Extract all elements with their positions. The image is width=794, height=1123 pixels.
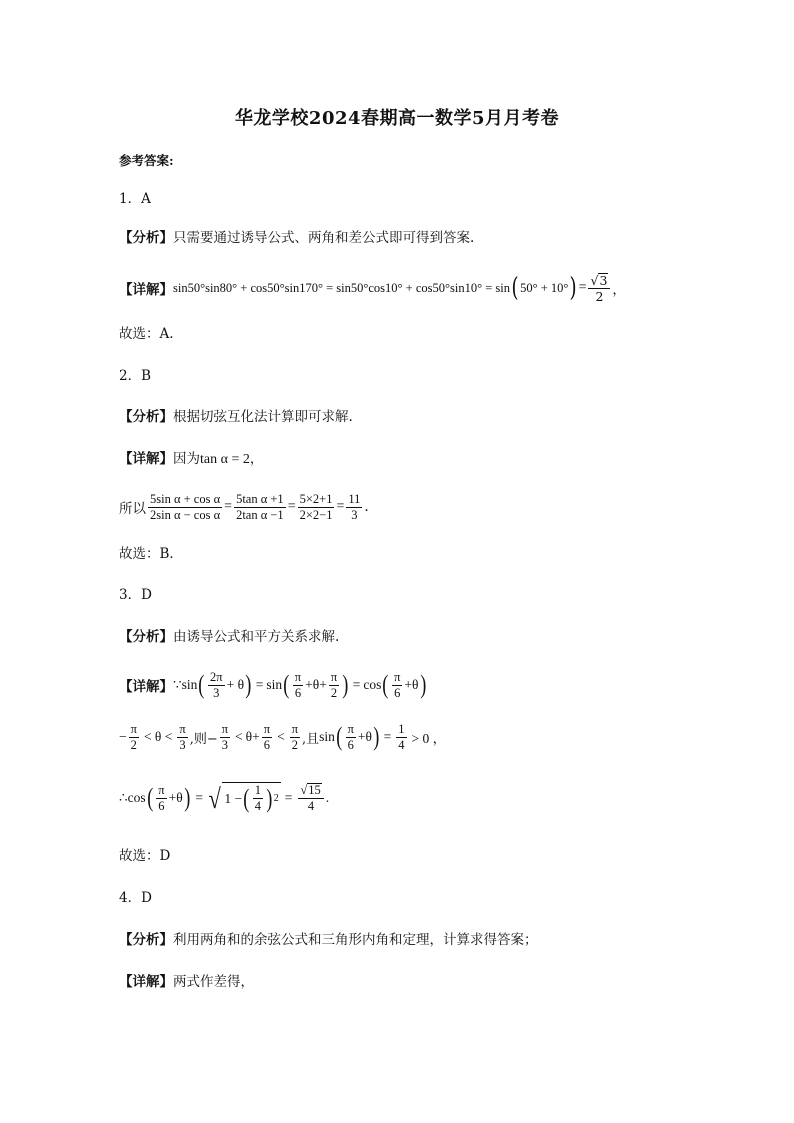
right-paren: ) <box>569 273 578 303</box>
comma: ， <box>612 282 626 298</box>
detail-tag: 【详解】 <box>119 282 173 298</box>
q2-choice: 故选：B． <box>119 546 183 562</box>
q3-analysis-text: 由诱导公式和平方关系求解. <box>173 629 340 645</box>
q3-analysis <box>119 628 339 646</box>
q3-choice: 故选：D <box>119 848 171 864</box>
equals: = <box>578 280 587 295</box>
q3-number: 3．D <box>119 587 152 603</box>
q2-number: 2．B <box>119 368 152 384</box>
so-label: 所以 <box>119 501 146 517</box>
q2-detail-pre: 因为 <box>173 451 200 467</box>
q4-detail <box>119 973 254 991</box>
q2-detail-math: tan α = 2 <box>200 452 250 467</box>
q1-number: 1．A <box>119 191 151 207</box>
period: . <box>364 499 369 515</box>
comma: ， <box>249 451 264 467</box>
sqrt-expression: √ 1 − ( $\frac{1}{4}$ ) 2 <box>208 783 279 815</box>
fraction-4: $\frac{11}{3}$ <box>348 491 361 522</box>
equals: = <box>336 499 345 514</box>
page-title: 华龙学校2024春期高一数学5月月考卷 <box>234 108 560 129</box>
detail-tag: 【详解】 <box>119 451 173 467</box>
fraction-3: $\frac{5\times 2+1}{2\times 2-1}$ <box>299 491 333 522</box>
q4-number: 4．D <box>119 890 152 906</box>
q4-analysis <box>119 931 538 949</box>
analysis-tag: 【分析】 <box>119 629 173 645</box>
fraction-2: $\frac{\text{5tan α +1}}{\text{2tan α −1}}$ <box>236 491 284 522</box>
q2-detail <box>119 450 263 469</box>
left-paren: ( <box>511 273 519 303</box>
radicand: 3 <box>599 273 608 288</box>
q4-analysis-text: 利用两角和的余弦公式和三角形内角和定理，计算求得答案； <box>173 932 538 948</box>
equals: = <box>224 499 233 514</box>
q3-range: − $\frac{\pi}{2}$ < θ < $\frac{\pi}{3}$ ,则− $\frac{\pi}{3}$ < θ + $\frac{\pi}{6}$ < $\frac{\pi}{2}$ ,且 sin ( $\frac{\pi}{6}$ + θ ) = $\frac{1}{4}$ > 0 ， <box>119 721 447 752</box>
analysis-tag: 【分析】 <box>119 409 173 425</box>
q3-result: ∴cos ( $\frac{\pi}{6}$ + θ ) = √ 1 − ( $\frac{1}{4}$ ) 2 = √ 15 4 . <box>119 782 330 815</box>
answers-heading: 参考答案: <box>119 153 174 168</box>
q2-analysis-text: 根据切弦互化法计算即可求解. <box>173 409 353 425</box>
equals: = <box>287 499 296 514</box>
detail-tag: 【详解】 <box>119 679 173 695</box>
q1-detail-expr: sin50°sin80° + cos50°sin170° = sin50°cos10° + cos50°sin10° = sin <box>173 280 510 295</box>
detail-tag: 【详解】 <box>119 974 173 990</box>
q1-paren-expr: 50° + 10° <box>520 280 569 295</box>
fraction-1: $\frac{\text{5sin α + cos α}}{\text{2sin α − cos α}}$ <box>150 491 221 522</box>
q2-equation <box>119 487 369 527</box>
q2-analysis <box>119 408 353 426</box>
q1-result-fraction: √ 3 2 <box>588 273 610 304</box>
because-sin: ∵sin <box>173 677 198 692</box>
q1-analysis-text: 只需要通过诱导公式、两角和差公式即可得到答案. <box>173 230 475 246</box>
denominator: 2 <box>595 288 604 304</box>
q4-detail-text: 两式作差得， <box>173 974 254 990</box>
q1-detail <box>119 268 626 308</box>
q1-choice: 故选：A. <box>119 326 174 342</box>
analysis-tag: 【分析】 <box>119 230 173 246</box>
q1-analysis <box>119 229 474 247</box>
q3-detail: 【详解】 ∵sin ( $\frac{2\pi}{3}$ + θ ) = sin ( $\frac{\pi}{6}$ + θ + $\frac{\pi}{2}$ ) = cos ( $\frac{\pi}{6}$ + θ ) <box>119 669 426 700</box>
analysis-tag: 【分析】 <box>119 932 173 948</box>
